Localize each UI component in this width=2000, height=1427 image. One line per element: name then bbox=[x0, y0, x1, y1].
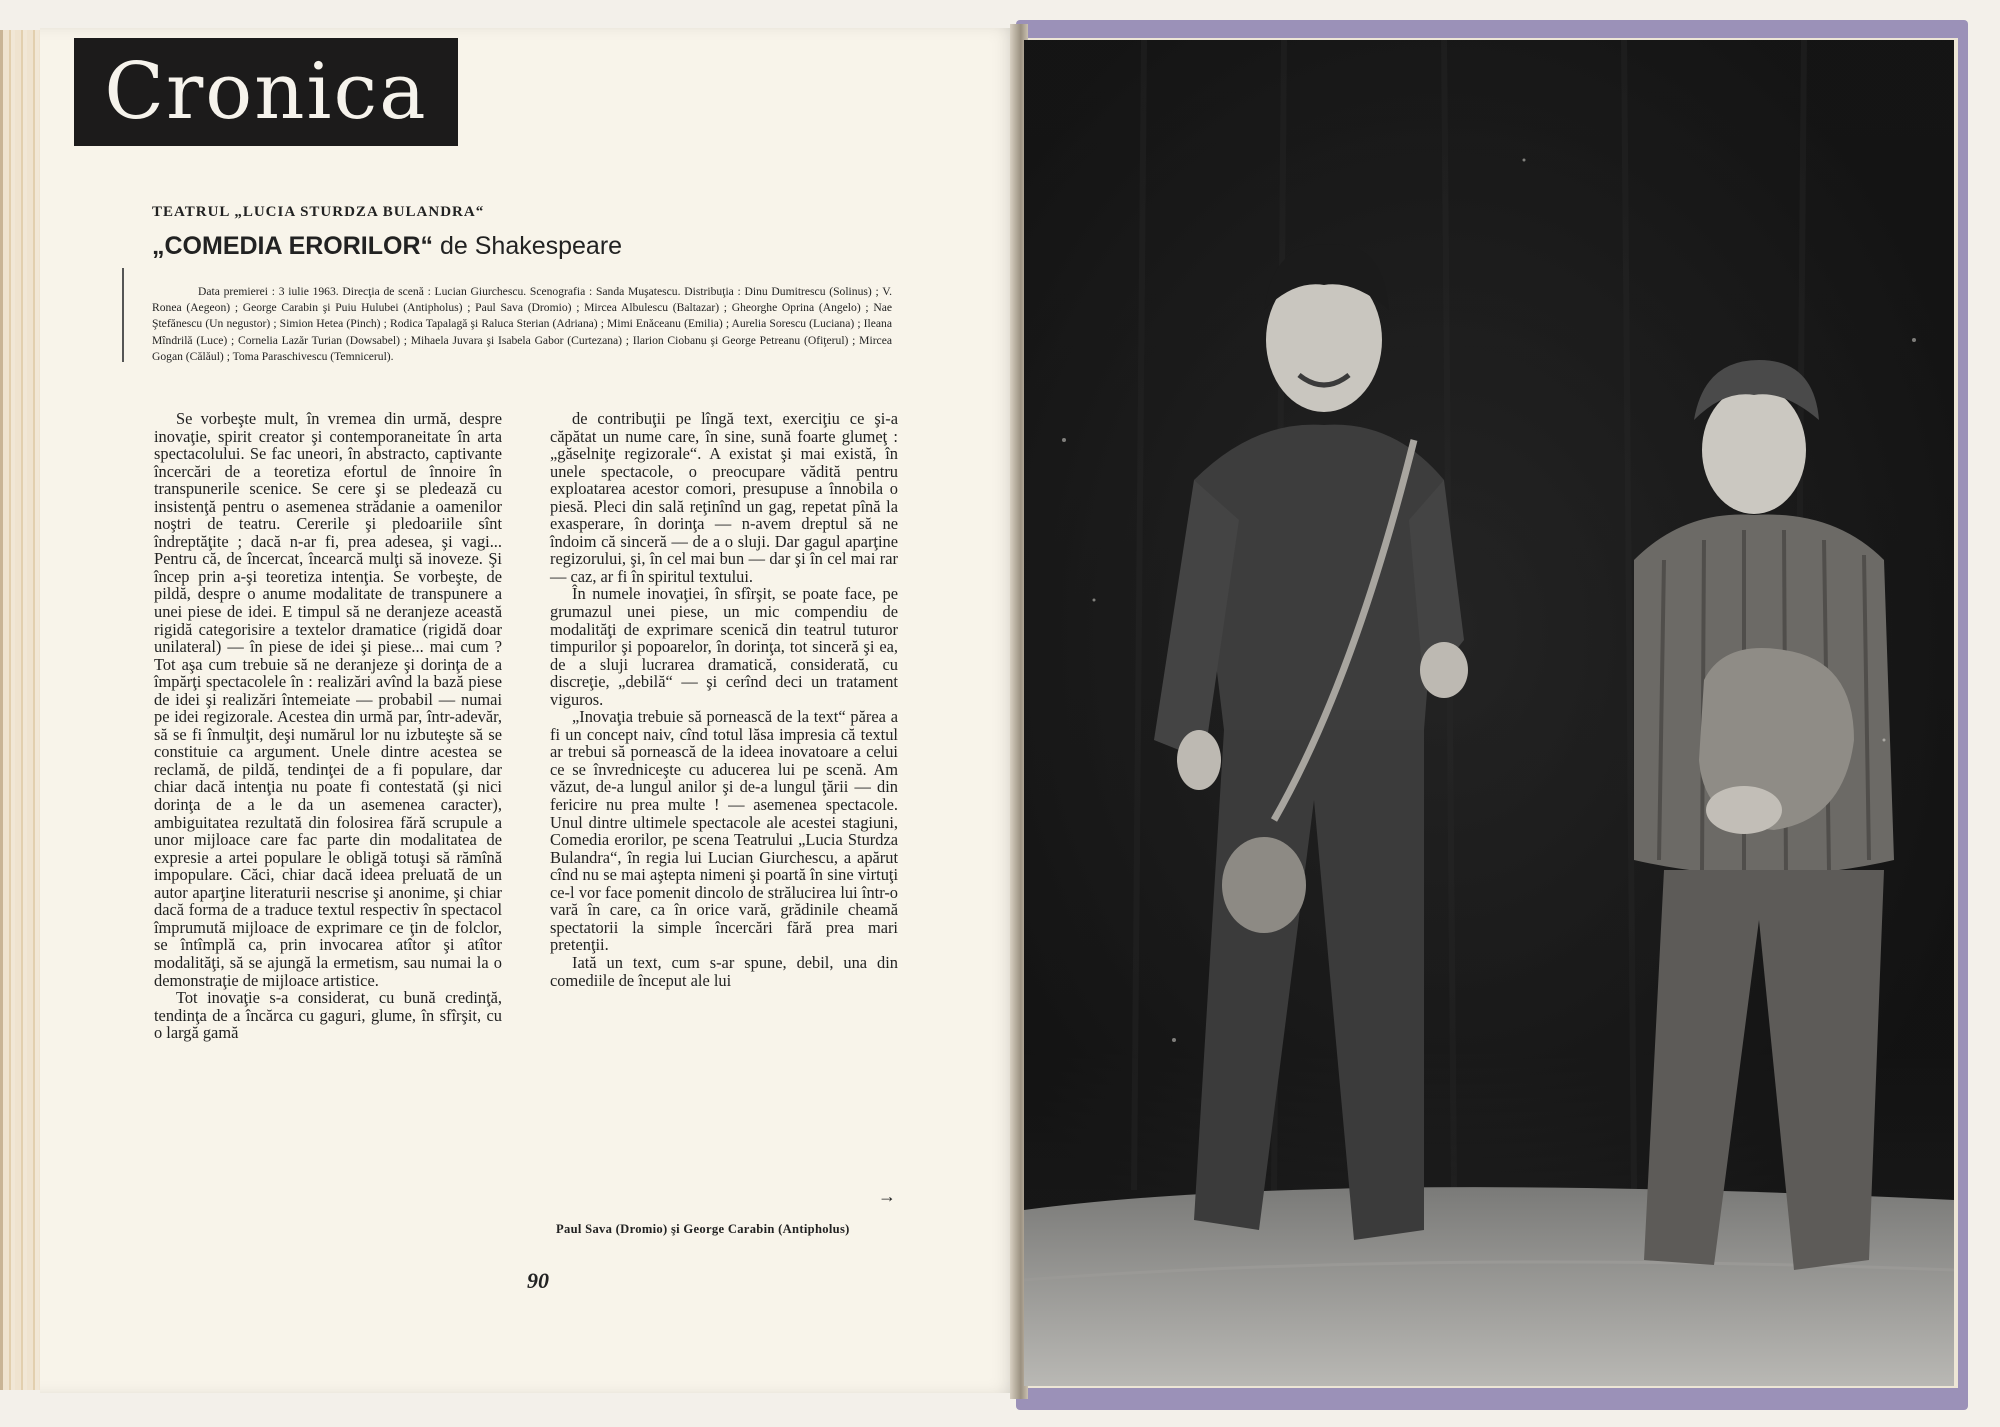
theatre-name: TEATRUL „LUCIA STURDZA BULANDRA“ bbox=[152, 204, 485, 220]
article-column-2 bbox=[550, 410, 898, 989]
article-column-1 bbox=[154, 410, 502, 1042]
play-title bbox=[152, 232, 912, 261]
paragraph: „Inovaţia trebuie să pornească de la text“ părea a fi un concept naiv, cînd totul lăsa impresia că textul ar trebui să pornească de la ideea inovatoare a celui ce se învredniceşte cu aducerea lui pe scenă. Am văzut, de-a lungul anilor şi de-a lungul ţării — din fericire nu prea multe ! — asemenea spectacole. Unul dintre ultimele spectacole ale acestei stagiuni, Comedia erorilor, pe scena Teatrului „Lucia Sturdza Bulandra“, în regia lui Lucian Giurchescu, a apărut cînd nu se mai aştepta nimeni şi poartă în sine virtuţi ce-l vor face pomenit dincolo de strălucirea lui într-o vară în care, ca în orice vară, grădinile cheamă spectatorii la simple încercări fără prea mari pretenţii. bbox=[550, 707, 898, 955]
play-title-suffix: de Shakespeare bbox=[439, 232, 623, 260]
credits-block: Data premierei : 3 iulie 1963. Direcţia de scenă : Lucian Giurchescu. Scenografia : Sanda Muşatescu. Distribuţia : Dinu Dumitrescu (Solinus) ; V. Ronea (Aegeon) ; George Carabin şi Puiu Hulubei (Antipholus) ; Paul Sava (Dromio) ; Mircea Albulescu (Baltazar) ; Gheorghe Oprina (Angelo) ; Nae Ştefănescu (Un negustor) ; Simion Hetea (Pinch) ; Rodica Tapalagă şi Raluca Sterian (Adriana) ; Mimi Enăceanu (Emilia) ; Aurelia Sorescu (Luciana) ; Ileana Mîndrilă (Luce) ; Cornelia Lazăr Turian (Dowsabel) ; Mihaela Juvara şi Isabela Gabor (Curtezana) ; Ilarion Ciobanu şi George Petreanu (Ofiţerul) ; Mircea Gogan (Călăul) ; Toma Paraschivescu (Temnicerul). bbox=[152, 285, 892, 363]
photo-caption: Paul Sava (Dromio) şi George Carabin (Antipholus) bbox=[556, 1222, 850, 1236]
play-title-main: „COMEDIA ERORILOR“ bbox=[152, 232, 434, 260]
section-title-block bbox=[74, 38, 458, 146]
continue-arrow: → bbox=[878, 1186, 896, 1206]
stage-photograph bbox=[1024, 40, 1954, 1386]
paragraph: de contribuţii pe lîngă text, exerciţiu ce şi-a căpătat un nume care, în sine, sună foarte glumeţ : „găselniţe regizorale“. A existat şi mai există, în unele spectacole, o preocupare vădită pentru exploatarea acestor comori, presupuse a înnobila o piesă. Pleci din sală reţinînd un gag, repetat pînă la exasperare, în dorinţa — n-avem dreptul să ne îndoim că sinceră — de a o sluji. Dar gagul aparţine regizorului, şi, în cel mai bun — dar şi în cel mai rar — caz, ar fi în spiritul textului. bbox=[550, 409, 898, 586]
paragraph: Tot inovaţie s-a considerat, cu bună credinţă, tendinţa de a încărca cu gaguri, glume, în sfîrşit, cu o largă gamă bbox=[154, 988, 502, 1043]
margin-pencil-mark bbox=[122, 268, 124, 362]
paragraph: În numele inovaţiei, în sfîrşit, se poate face, pe grumazul unei piese, un mic compendiu de modalităţi de exprimare scenică din teatrul tuturor timpurilor şi popoarelor, în dorinţa, tot sinceră şi ea, de a sluji lucrarea dramatică, considerată, cu discreţie, „debilă“ — şi cerînd deci un tratament viguros. bbox=[550, 584, 898, 709]
paragraph: Se vorbeşte mult, în vremea din urmă, despre inovaţie, spirit creator şi contemporaneitate în arta spectacolului. Se fac uneori, în abstracto, captivante încercări de a teoretiza efortul de înnoire în transpunerile scenice. Se cere şi se pledează cu insistenţă pentru o asemenea strădanie a oamenilor noştri de teatru. Cererile şi pledoariile sînt îndreptăţite ; dacă n-ar fi, prea adesea, şi vagi... Pentru că, de încercat, încearcă mulţi să inoveze. Şi încep prin a-şi teoretiza intenţia. Se vorbeşte, de pildă, despre o anume modalitate de transpunere a unei piese de idei. E timpul să ne deranjeze această rigidă categorisire a textelor dramatice (rigidă doar unilateral) — în piese de idei şi piese... mai cum ? Tot aşa cum trebuie să ne deranjeze şi dorinţa de a împărţi spectacolele în : realizări avînd la bază piese de idei şi realizări întemeiate — probabil — numai pe idei regizorale. Acestea din urmă par, într-adevăr, să se fi înmulţit, deşi numărul lor nu izbuteşte să se constituie ca argument. Unele dintre acestea se reclamă, de pildă, tendinţei de a fi populare, dar chiar dacă intenţia nu poate fi contestată (şi nici dorinţa de a le da un asemenea caracter), ambiguitatea rezultată din folosirea fără scrupule a unor mijloace care fac parte din modalitatea de expresie a artei populare le obligă totuşi să rămînă impopulare. Căci, chiar dacă ideea preluată de un autor aparţine literaturii nescrise şi anonime, şi chiar dacă forma de a traduce textul respectiv în spectacol împrumută mijloace de exprimare ce ţin de folclor, se întîmplă ca, prin invocarea atîtor şi atîtor modalităţi, să se ajungă la ermetism, sau numai la o demonstraţie de mijloace artistice. bbox=[154, 409, 502, 990]
paragraph: Iată un text, cum s-ar spune, debil, una din comediile de început ale lui bbox=[550, 952, 898, 990]
section-title: Cronica bbox=[104, 47, 428, 137]
page-number: 90 bbox=[527, 1268, 549, 1293]
